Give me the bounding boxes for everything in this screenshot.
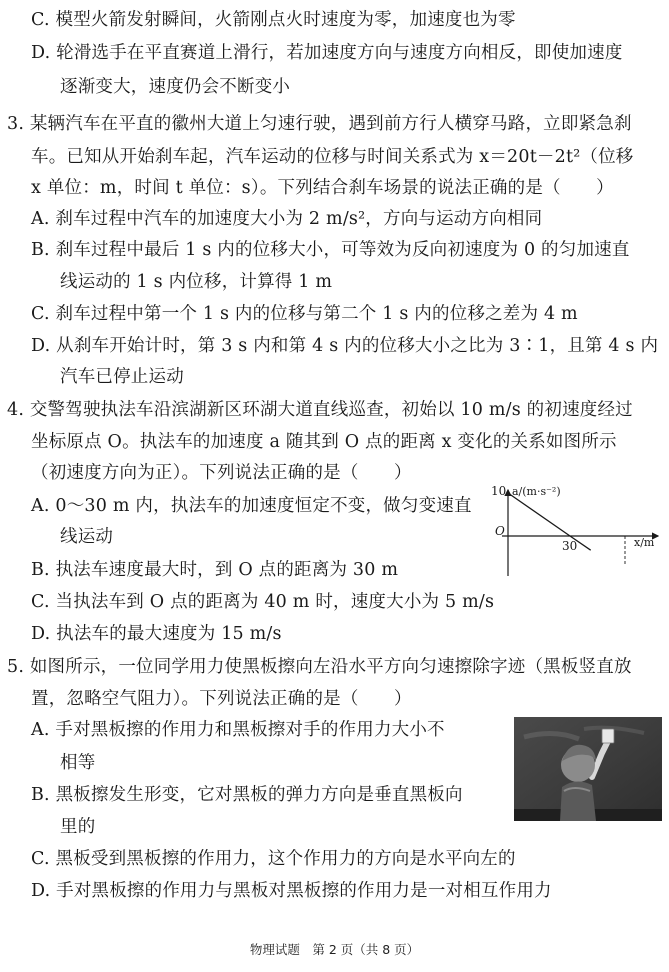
q4-option-a-cont: 线运动 <box>60 527 114 547</box>
q3-option-a: A. 刹车过程中汽车的加速度大小为 2 m/s²，方向与运动方向相同 <box>31 209 543 229</box>
q5-option-b: B. 黑板擦发生形变，它对黑板的弹力方向是垂直黑板向 <box>31 785 463 805</box>
q3-stem-line1: 3. 某辆汽车在平直的徽州大道上匀速行驶，遇到前方行人横穿马路，立即紧急刹 <box>7 114 632 134</box>
q4-stem-line3: （初速度方向为正）。下列说法正确的是（ ） <box>31 463 412 483</box>
q3-option-b: B. 刹车过程中最后 1 s 内的位移大小，可等效为反向初速度为 0 的匀加速直 <box>31 240 630 260</box>
graph-data-line <box>508 493 591 550</box>
graph-x-tick-label: 30 <box>562 539 578 553</box>
q3-option-d-cont: 汽车已停止运动 <box>60 367 184 387</box>
graph-y-axis-label: a/(m·s⁻²) <box>512 485 561 498</box>
q3-option-c: C. 刹车过程中第一个 1 s 内的位移与第二个 1 s 内的位移之差为 4 m <box>31 304 578 324</box>
q4-stem-line2: 坐标原点 O。执法车的加速度 a 随其到 O 点的距离 x 变化的关系如图所示 <box>31 432 617 452</box>
q2-option-d-cont: 逐渐变大，速度仍会不断变小 <box>60 77 291 97</box>
q3-stem-line2: 车。已知从开始刹车起，汽车运动的位移与时间关系式为 x＝20t－2t²（位移 <box>31 147 634 167</box>
q2-option-c: C. 模型火箭发射瞬间，火箭刚点火时速度为零，加速度也为零 <box>31 10 516 30</box>
q4-option-a: A. 0～30 m 内，执法车的加速度恒定不变，做匀变速直 <box>31 496 472 516</box>
page-footer: 物理试题 第 2 页（共 8 页） <box>249 942 420 957</box>
q4-option-b: B. 执法车速度最大时，到 O 点的距离为 30 m <box>31 560 399 580</box>
q5-option-a-cont: 相等 <box>60 753 96 773</box>
q4-option-c: C. 当执法车到 O 点的距离为 40 m 时，速度大小为 5 m/s <box>31 592 495 612</box>
graph-origin-label: O <box>495 524 505 538</box>
q4-option-d: D. 执法车的最大速度为 15 m/s <box>31 624 282 644</box>
acceleration-distance-graph <box>490 484 662 580</box>
q2-option-d: D. 轮滑选手在平直赛道上滑行，若加速度方向与速度方向相反，即使加速度 <box>31 43 623 63</box>
q5-option-d: D. 手对黑板擦的作用力与黑板对黑板擦的作用力是一对相互作用力 <box>31 881 552 901</box>
q4-stem-line1: 4. 交警驾驶执法车沿滨湖新区环湖大道直线巡查，初始以 10 m/s 的初速度经过 <box>7 400 633 420</box>
blackboard-eraser-photo <box>514 717 662 821</box>
q5-stem-line2: 置，忽略空气阻力）。下列说法正确的是（ ） <box>31 689 412 709</box>
q3-stem-line3: x 单位：m，时间 t 单位：s）。下列结合刹车场景的说法正确的是（ ） <box>31 178 614 198</box>
q3-option-d: D. 从刹车开始计时，第 3 s 内和第 4 s 内的位移大小之比为 3∶1，且第 4 s 内 <box>31 336 659 356</box>
q5-option-b-cont: 里的 <box>60 817 96 837</box>
q5-option-c: C. 黑板受到黑板擦的作用力，这个作用力的方向是水平向左的 <box>31 849 516 869</box>
graph-y-tick-label: 10 <box>491 484 507 498</box>
q3-option-b-cont: 线运动的 1 s 内位移，计算得 1 m <box>60 272 333 292</box>
q5-option-a: A. 手对黑板擦的作用力和黑板擦对手的作用力大小不 <box>31 720 445 740</box>
q5-stem-line1: 5. 如图所示，一位同学用力使黑板擦向左沿水平方向匀速擦除字迹（黑板竖直放 <box>7 657 632 677</box>
graph-x-axis-label: x/m <box>634 536 655 549</box>
